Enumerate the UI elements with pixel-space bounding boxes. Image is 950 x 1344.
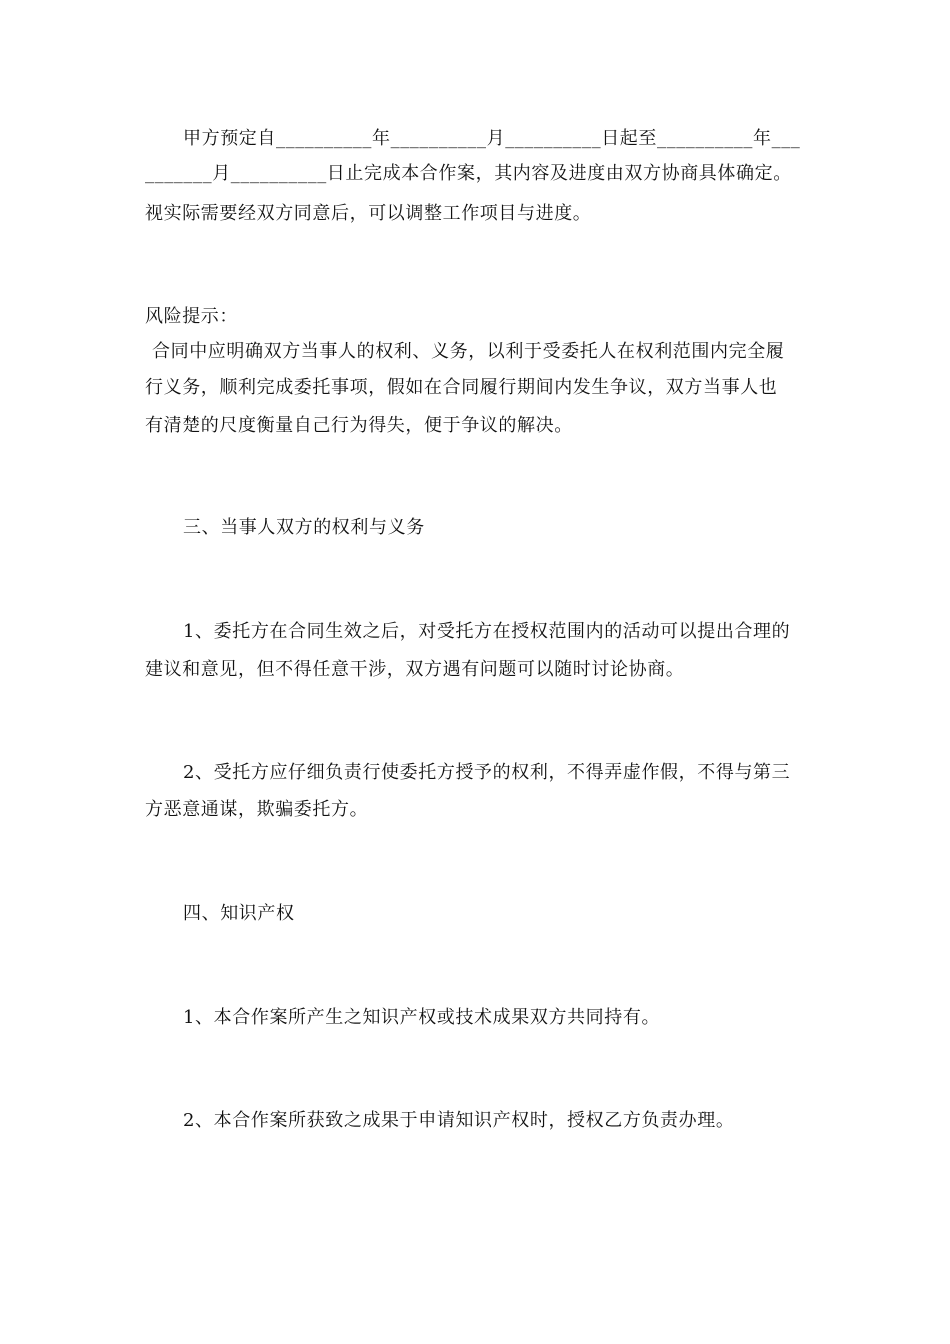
section-3-item-2-line-1: 2、受托方应仔细负责行使委托方授予的权利，不得弄虚作假，不得与第三 [183,762,791,783]
section-4-item-2: 2、本合作案所获致之成果于申请知识产权时，授权乙方负责办理。 [183,1110,735,1131]
risk-line-2: 行义务，顺利完成委托事项，假如在合同履行期间内发生争议，双方当事人也 [145,377,778,398]
risk-line-1: 合同中应明确双方当事人的权利、义务，以利于受委托人在权利范围内完全履 [152,341,785,362]
section-4-item-1: 1、本合作案所产生之知识产权或技术成果双方共同持有。 [183,1007,661,1028]
risk-line-3: 有清楚的尺度衡量自己行为得失，便于争议的解决。 [145,415,573,436]
section-3-item-1-line-1: 1、委托方在合同生效之后，对受托方在授权范围内的活动可以提出合理的 [183,621,791,642]
schedule-line-2: _______月__________日止完成本合作案，其内容及进度由双方协商具体确定。 [145,163,792,184]
section-3-heading: 三、当事人双方的权利与义务 [183,517,425,538]
section-3-item-2-line-2: 方恶意通谋，欺骗委托方。 [145,799,369,820]
section-4-heading: 四、知识产权 [183,903,295,924]
section-3-item-1-line-2: 建议和意见，但不得任意干涉，双方遇有问题可以随时讨论协商。 [145,659,685,680]
schedule-line-1: 甲方预定自__________年__________月__________日起至__________年___ [183,128,801,149]
risk-heading: 风险提示： [145,306,238,327]
schedule-line-3: 视实际需要经双方同意后，可以调整工作项目与进度。 [145,203,592,224]
